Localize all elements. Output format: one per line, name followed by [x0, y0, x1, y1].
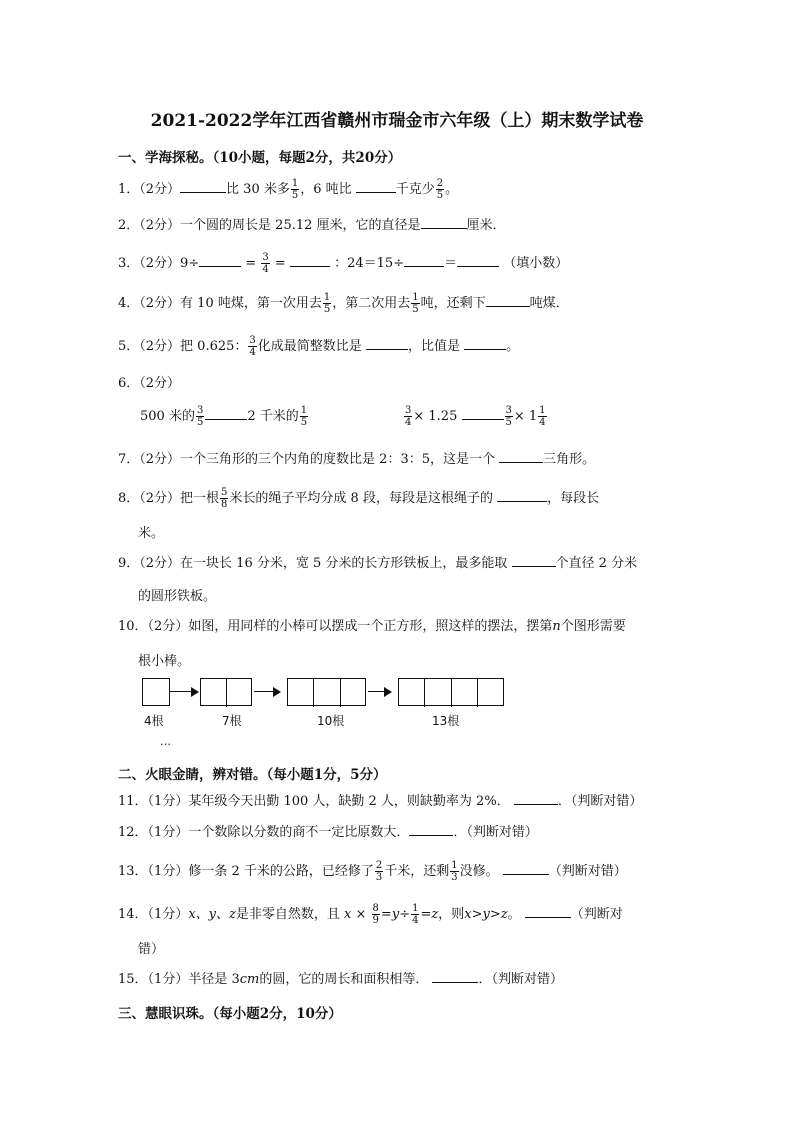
question-9-cont: 的圆形铁板。 [138, 589, 217, 604]
arrow-icon [170, 691, 192, 692]
section-3-heading: 三、慧眼识珠。（每小题2分，10分） [118, 1006, 342, 1022]
answer-blank [525, 905, 571, 918]
figure-label-2: 7根 [222, 714, 242, 728]
fraction: $\frac{8}{9}$ [372, 903, 379, 926]
question-6: 6．（2分） [118, 376, 181, 391]
fraction: $\frac{1}{5}$ [323, 292, 331, 315]
fraction: $\frac{1}{5}$ [300, 405, 308, 428]
question-2: 2．（2分）一个圆的周长是 25.12 厘米，它的直径是 厘米． [118, 218, 506, 233]
figure-label-3: 10根 [317, 714, 345, 728]
square-shape-3 [287, 678, 366, 706]
ellipsis: … [160, 735, 171, 748]
answer-blank [512, 554, 556, 567]
fraction: $\frac{1}{4}$ [539, 405, 546, 428]
answer-blank [462, 407, 504, 420]
fraction: $\frac{3}{5}$ [196, 405, 204, 428]
answer-blank [499, 450, 543, 463]
question-8: 8．（2分）把一根 $\frac{5}{8}$ 米长的绳子平均分成 8 段，每段是这根绳子的 ，每段长 [118, 487, 600, 510]
answer-blank [486, 294, 530, 307]
question-12: 12．（1分）一个数除以分数的商不一定比原数大． ．（判断对错） [118, 825, 538, 840]
question-8-cont: 米。 [138, 526, 165, 541]
fraction: $\frac{3}{5}$ [505, 405, 512, 428]
answer-blank [290, 254, 330, 267]
section-2-heading: 二、火眼金睛，辨对错。（每小题1分，5分） [118, 767, 387, 783]
fraction: $\frac{2}{3}$ [375, 860, 383, 883]
question-6-right: $\frac{3}{4}$ × 1.25 $\frac{3}{5}$ × 1 $\frac{1}{4}$ [405, 405, 546, 428]
question-15: 15．（1分）半径是 3cm的圆，它的周长和面积相等． ．（判断对错） [118, 972, 563, 987]
answer-blank [199, 254, 241, 267]
matchstick-figure [140, 678, 520, 738]
answer-blank [464, 337, 506, 350]
question-10-cont: 根小棒。 [138, 654, 191, 669]
answer-blank [497, 489, 547, 502]
question-13: 13．（1分）修一条 2 千米的公路，已经修了 $\frac{2}{3}$ 千米，还剩 $\frac{1}{3}$ 没修。 （判断对错） [118, 860, 627, 883]
question-10: 10．（2分）如图，用同样的小棒可以摆成一个正方形，照这样的摆法，摆第n个图形需要 [118, 619, 626, 634]
square-shape-4 [398, 678, 504, 706]
figure-label-4: 13根 [432, 714, 460, 728]
answer-blank [366, 337, 408, 350]
fraction: $\frac{2}{5}$ [436, 178, 444, 201]
answer-blank [180, 180, 226, 193]
question-6-left: 500 米的 $\frac{3}{5}$ 2 千米的 $\frac{1}{5}$ [140, 405, 308, 428]
answer-blank [503, 862, 549, 875]
question-14-cont: 错） [138, 942, 165, 957]
fraction: $\frac{5}{8}$ [221, 487, 228, 510]
question-7: 7．（2分）一个三角形的三个内角的度数比是 2：3：5，这是一个 三角形。 [118, 452, 596, 467]
answer-blank [205, 407, 247, 420]
page-title: 2021-2022学年江西省赣州市瑞金市六年级（上）期末数学试卷 [150, 111, 644, 131]
question-11: 11．（1分）某年级今天出勤 100 人，缺勤 2 人，则缺勤率为 2%． ．（判断对错） [118, 794, 643, 809]
answer-blank [432, 970, 478, 983]
answer-blank [356, 180, 396, 193]
fraction: $\frac{1}{4}$ [412, 903, 419, 926]
fraction: $\frac{3}{4}$ [262, 252, 269, 275]
arrow-icon [254, 691, 274, 692]
answer-blank [421, 216, 467, 229]
answer-blank [404, 254, 444, 267]
question-14: 14．（1分）x、y、z是非零自然数，且 x × $\frac{8}{9}$ =y÷ $\frac{1}{4}$ =z，则x>y>z。 （判断对 [118, 903, 623, 926]
answer-blank [514, 792, 558, 805]
section-1-heading: 一、学海探秘。（10小题，每题2分，共20分） [118, 150, 402, 166]
fraction: $\frac{3}{4}$ [249, 335, 256, 358]
fraction: $\frac{3}{4}$ [405, 405, 412, 428]
question-4: 4．（2分）有 10 吨煤，第一次用去 $\frac{1}{5}$ ，第二次用去 $\frac{1}{5}$ 吨，还剩下 吨煤． [118, 292, 569, 315]
question-3: 3．（2分）9÷ = $\frac{3}{4}$ = ：24＝15÷ ＝ （填小数） [118, 252, 569, 275]
answer-blank [457, 254, 499, 267]
answer-blank [409, 823, 453, 836]
square-shape-1 [142, 678, 170, 706]
fraction: $\frac{1}{3}$ [451, 860, 458, 883]
question-5: 5．（2分）把 0.625： $\frac{3}{4}$ 化成最简整数比是 ，比值是 。 [118, 335, 520, 358]
fraction: $\frac{1}{5}$ [291, 178, 299, 201]
question-9: 9．（2分）在一块长 16 分米，宽 5 分米的长方形铁板上，最多能取 个直径 2 分米 [118, 556, 638, 571]
arrow-icon [368, 691, 385, 692]
question-1: 1．（2分） 比 30 米多 $\frac{1}{5}$ ，6 吨比 千克少 $\frac{2}{5}$ 。 [118, 178, 459, 201]
square-shape-2 [200, 678, 252, 706]
fraction: $\frac{1}{5}$ [412, 292, 419, 315]
figure-label-1: 4根 [144, 714, 164, 728]
